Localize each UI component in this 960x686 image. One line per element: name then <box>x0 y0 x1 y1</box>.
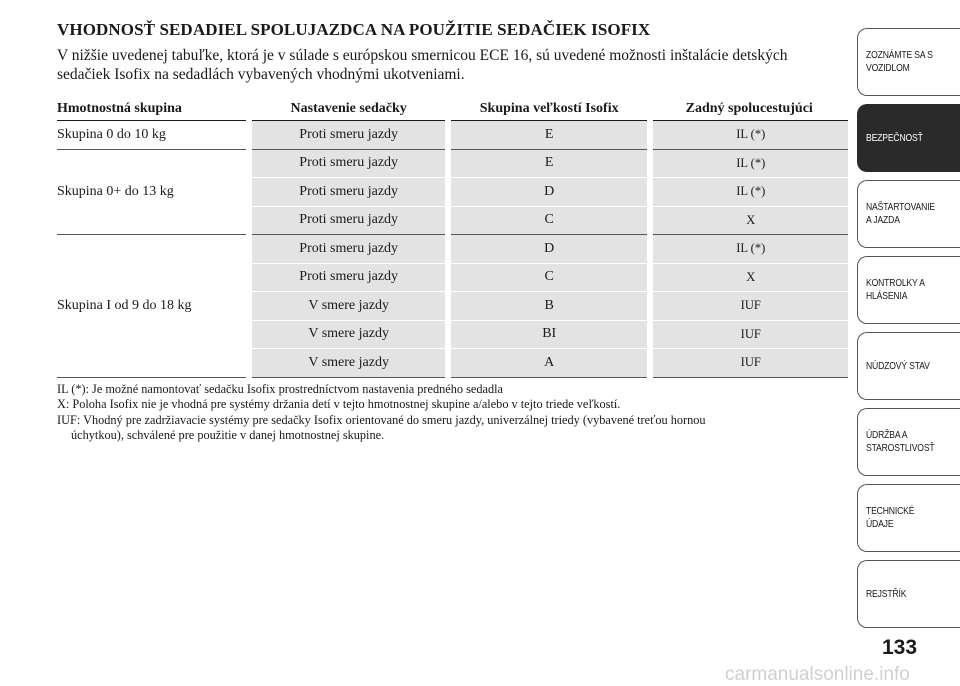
table-row <box>57 121 848 150</box>
isofix-size-cell: BI <box>448 320 651 349</box>
seat-setting-cell: Proti smeru jazdy <box>249 235 448 264</box>
seat-setting-cell: Proti smeru jazdy <box>249 149 448 178</box>
rear-passenger-cell: IL (*) <box>650 178 848 207</box>
chapter-tab-starting-driving[interactable] <box>857 180 960 248</box>
seat-setting-cell: Proti smeru jazdy <box>249 178 448 207</box>
chapter-tab-emergency[interactable] <box>857 332 960 400</box>
chapter-tab-index[interactable] <box>857 560 960 628</box>
weight-group-cell: Skupina I od 9 do 18 kg <box>57 235 249 378</box>
seat-setting-cell: Proti smeru jazdy <box>249 121 448 150</box>
rear-passenger-cell: X <box>650 263 848 292</box>
seat-setting-cell: V smere jazdy <box>249 292 448 321</box>
table-body <box>57 121 848 378</box>
weight-group-cell: Skupina 0+ do 13 kg <box>57 149 249 235</box>
chapter-tabs-sidebar <box>857 0 960 686</box>
footnote-il: IL (*): Je možné namontovať sedačku Isofix prostredníctvom nastavenia predného sedadla <box>57 381 503 396</box>
chapter-tab-label: KONTROLKY A HLÁSENIA <box>866 277 925 302</box>
seat-setting-cell: V smere jazdy <box>249 349 448 378</box>
chapter-tab-label: NÚDZOVÝ STAV <box>866 359 930 372</box>
column-header-isofix-size: Skupina veľkostí Isofix <box>448 98 651 121</box>
column-header-rear-passenger: Zadný spolucestujúci <box>650 98 848 121</box>
isofix-size-cell: E <box>448 149 651 178</box>
chapter-tab-label: ÚDRŽBA A STAROSTLIVOSŤ <box>866 429 935 454</box>
rear-passenger-cell: IUF <box>650 320 848 349</box>
isofix-size-cell: E <box>448 121 651 150</box>
table-header-row <box>57 98 848 121</box>
isofix-size-cell: C <box>448 206 651 235</box>
rear-passenger-cell: IUF <box>650 349 848 378</box>
rear-passenger-cell: IL (*) <box>650 235 848 264</box>
footnote-iuf-continued: úchytkou), schválené pre použitie v danej hmotnostnej skupine. <box>71 428 385 442</box>
rear-passenger-cell: IUF <box>650 292 848 321</box>
seat-setting-cell: Proti smeru jazdy <box>249 206 448 235</box>
isofix-size-cell: A <box>448 349 651 378</box>
seat-setting-cell: V smere jazdy <box>249 320 448 349</box>
rear-passenger-cell: IL (*) <box>650 121 848 150</box>
chapter-tab-label: BEZPEČNOSŤ <box>866 131 923 144</box>
chapter-tab-maintenance[interactable] <box>857 408 960 476</box>
seat-setting-cell: Proti smeru jazdy <box>249 263 448 292</box>
chapter-tab-warning-lights[interactable] <box>857 256 960 324</box>
table-footnotes <box>57 382 847 444</box>
isofix-size-cell: D <box>448 235 651 264</box>
table-row <box>57 235 848 264</box>
rear-passenger-cell: IL (*) <box>650 149 848 178</box>
footnote-iuf: IUF: Vhodný pre zadržiavacie systémy pre sedačky Isofix orientované do smeru jazdy, univerzálnej triedy (vybavené treťou hornou <box>57 412 706 427</box>
isofix-size-cell: D <box>448 178 651 207</box>
chapter-tab-label: NAŠTARTOVANIE A JAZDA <box>866 201 936 226</box>
table-row <box>57 149 848 178</box>
intro-paragraph: V nižšie uvedenej tabuľke, ktorá je v súlade s európskou smernicou ECE 16, sú uvedené možnosti inštalácie detských sedačiek Isofix na sedadlách vybavených vhodnými ukotveniami. <box>57 47 788 83</box>
weight-group-cell: Skupina 0 do 10 kg <box>57 121 249 150</box>
section-heading: VHODNOSŤ SEDADIEL SPOLUJAZDCA NA POUŽITIE SEDAČIEK ISOFIX <box>57 20 651 39</box>
chapter-tab-vehicle[interactable] <box>857 28 960 96</box>
rear-passenger-cell: X <box>650 206 848 235</box>
chapter-tab-technical-data[interactable] <box>857 484 960 552</box>
column-header-weight-group: Hmotnostná skupina <box>57 98 249 121</box>
isofix-size-cell: B <box>448 292 651 321</box>
page-number: 133 <box>882 636 918 659</box>
chapter-tab-safety[interactable] <box>857 104 960 172</box>
isofix-table <box>57 98 848 378</box>
chapter-tab-label: ZOZNÁMTE SA S VOZIDLOM <box>866 49 933 74</box>
chapter-tab-label: REJSTŘÍK <box>866 587 907 600</box>
watermark: carmanualsonline.info <box>725 664 910 685</box>
isofix-size-cell: C <box>448 263 651 292</box>
page-content <box>57 20 847 444</box>
column-header-seat-setting: Nastavenie sedačky <box>249 98 448 121</box>
chapter-tab-label: TECHNICKÉ ÚDAJE <box>866 505 915 530</box>
footnote-x: X: Poloha Isofix nie je vhodná pre systémy držania detí v tejto hmotnostnej skupine a/alebo v tejto triede veľkostí. <box>57 397 621 411</box>
